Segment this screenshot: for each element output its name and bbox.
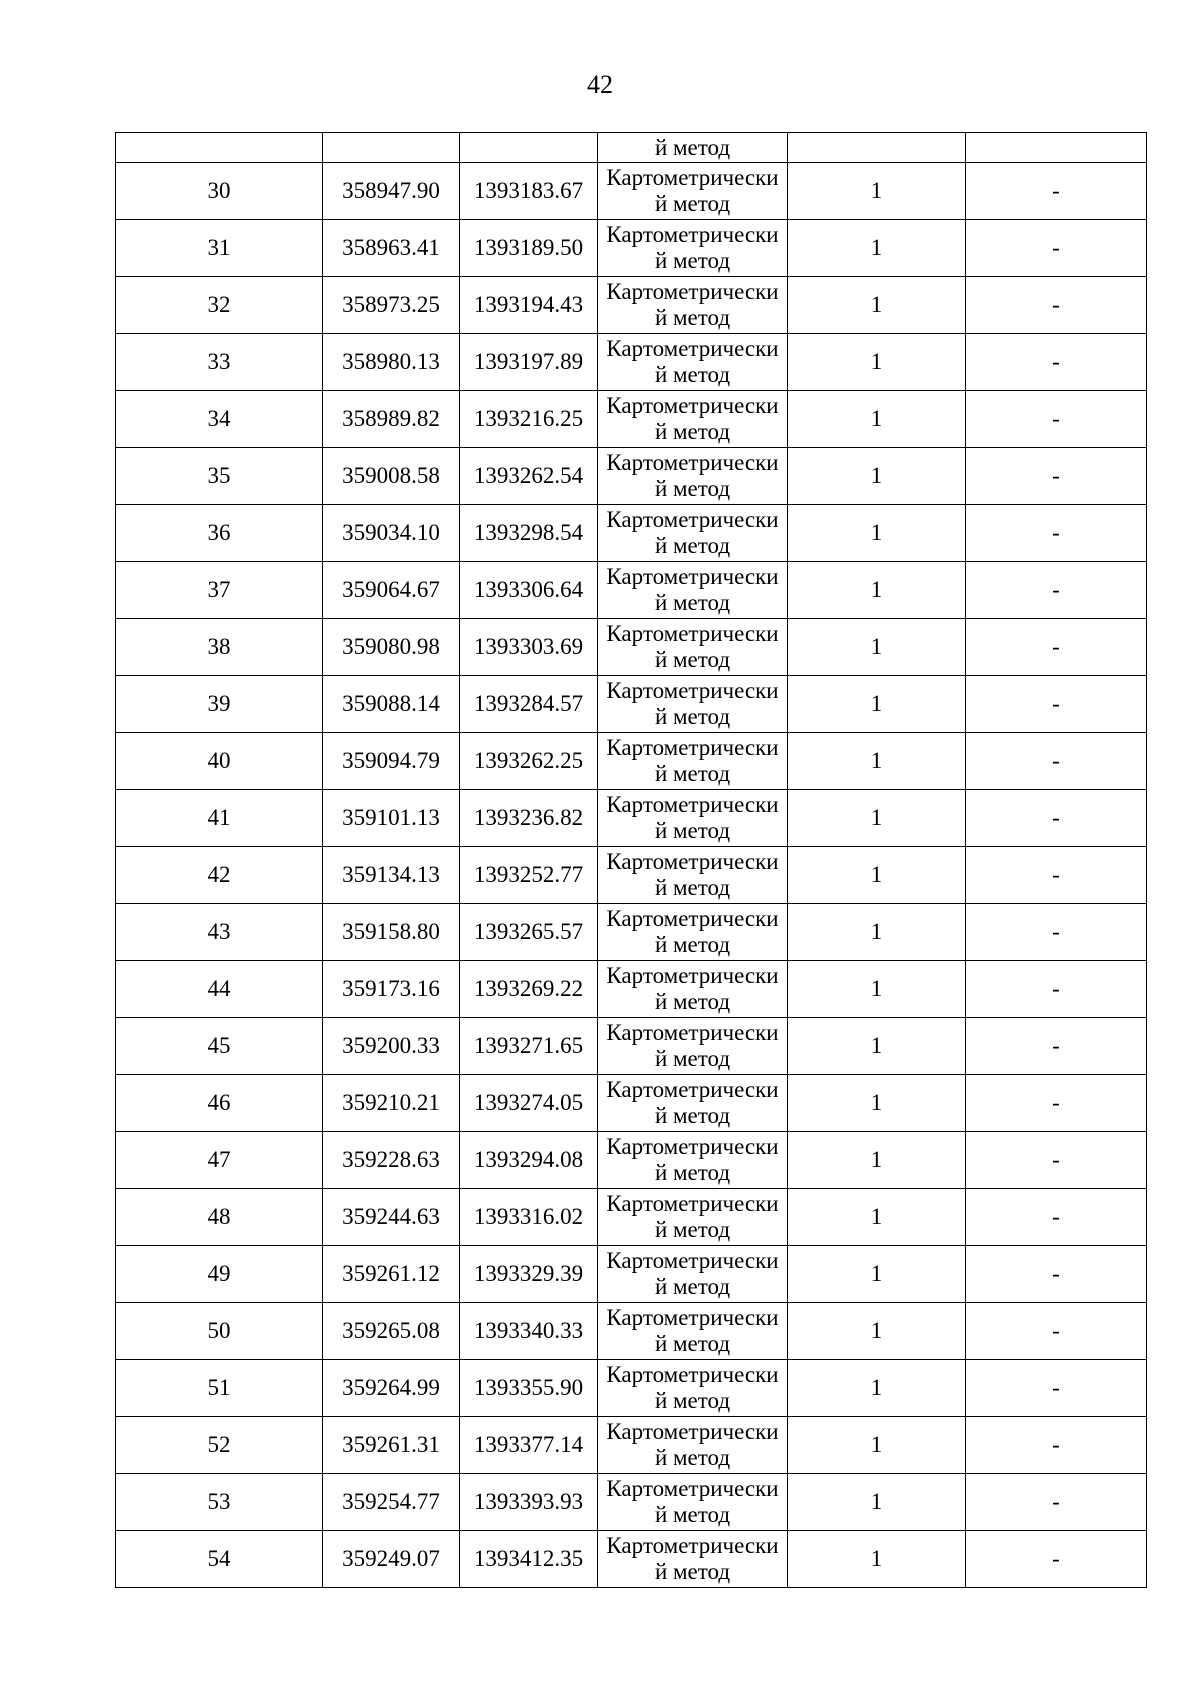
- method-line-1: Картометрически: [606, 1077, 779, 1102]
- cell-empty: [788, 133, 966, 163]
- cell-description: -: [966, 1189, 1147, 1246]
- cell-accuracy: 1: [788, 505, 966, 562]
- cell-accuracy: 1: [788, 1474, 966, 1531]
- cell-y-coordinate: 1393303.69: [460, 619, 598, 676]
- cell-x-coordinate: 359173.16: [323, 961, 460, 1018]
- cell-method: [598, 619, 788, 676]
- cell-y-coordinate: 1393265.57: [460, 904, 598, 961]
- cell-description: -: [966, 790, 1147, 847]
- method-line-1: Картометрически: [606, 450, 779, 475]
- cell-description: -: [966, 1360, 1147, 1417]
- cell-method: [598, 904, 788, 961]
- cell-point-number: 37: [116, 562, 323, 619]
- cell-y-coordinate: 1393355.90: [460, 1360, 598, 1417]
- table-row: [116, 676, 1147, 733]
- method-line-1: Картометрически: [606, 1419, 779, 1444]
- cell-x-coordinate: 359261.12: [323, 1246, 460, 1303]
- cell-description: -: [966, 619, 1147, 676]
- method-line-1: Картометрически: [606, 1191, 779, 1216]
- method-line-2: й метод: [654, 305, 731, 330]
- cell-method: [598, 1474, 788, 1531]
- method-line-2: й метод: [654, 1331, 731, 1356]
- cell-y-coordinate: 1393194.43: [460, 277, 598, 334]
- cell-method: [598, 1189, 788, 1246]
- cell-empty: [460, 133, 598, 163]
- cell-method: [598, 1417, 788, 1474]
- cell-description: -: [966, 448, 1147, 505]
- method-line-2: й метод: [654, 818, 731, 843]
- cell-accuracy: 1: [788, 1303, 966, 1360]
- cell-point-number: 40: [116, 733, 323, 790]
- method-line-2: й метод: [654, 1502, 731, 1527]
- cell-accuracy: 1: [788, 1132, 966, 1189]
- cell-y-coordinate: 1393377.14: [460, 1417, 598, 1474]
- cell-accuracy: 1: [788, 1360, 966, 1417]
- cell-point-number: 42: [116, 847, 323, 904]
- cell-accuracy: 1: [788, 1417, 966, 1474]
- cell-x-coordinate: 359228.63: [323, 1132, 460, 1189]
- table-row: [116, 733, 1147, 790]
- method-line-1: Картометрически: [606, 792, 779, 817]
- cell-point-number: 54: [116, 1531, 323, 1588]
- method-line-2: й метод: [654, 1217, 731, 1242]
- cell-x-coordinate: 358989.82: [323, 391, 460, 448]
- method-line-1: Картометрически: [606, 1476, 779, 1501]
- cell-method: [598, 733, 788, 790]
- cell-point-number: 41: [116, 790, 323, 847]
- method-line-1: Картометрически: [606, 1134, 779, 1159]
- cell-point-number: 44: [116, 961, 323, 1018]
- cell-x-coordinate: 359008.58: [323, 448, 460, 505]
- table-row: [116, 562, 1147, 619]
- method-line-1: Картометрически: [606, 393, 779, 418]
- cell-accuracy: 1: [788, 448, 966, 505]
- cell-x-coordinate: 359080.98: [323, 619, 460, 676]
- cell-y-coordinate: 1393197.89: [460, 334, 598, 391]
- method-line-1: Картометрически: [606, 564, 779, 589]
- cell-x-coordinate: 359265.08: [323, 1303, 460, 1360]
- cell-x-coordinate: 359249.07: [323, 1531, 460, 1588]
- cell-x-coordinate: 359261.31: [323, 1417, 460, 1474]
- method-line-1: Картометрически: [606, 1362, 779, 1387]
- cell-point-number: 48: [116, 1189, 323, 1246]
- cell-method: [598, 961, 788, 1018]
- cell-y-coordinate: 1393306.64: [460, 562, 598, 619]
- cell-point-number: 52: [116, 1417, 323, 1474]
- table-row: [116, 1132, 1147, 1189]
- cell-description: -: [966, 1018, 1147, 1075]
- cell-accuracy: 1: [788, 163, 966, 220]
- cell-accuracy: 1: [788, 904, 966, 961]
- cell-description: -: [966, 1075, 1147, 1132]
- cell-accuracy: 1: [788, 1531, 966, 1588]
- method-line-2: й метод: [654, 191, 731, 216]
- cell-method-continuation: й метод: [598, 133, 788, 163]
- cell-description: -: [966, 220, 1147, 277]
- cell-accuracy: 1: [788, 1189, 966, 1246]
- cell-x-coordinate: 359264.99: [323, 1360, 460, 1417]
- cell-point-number: 34: [116, 391, 323, 448]
- cell-description: -: [966, 676, 1147, 733]
- cell-y-coordinate: 1393271.65: [460, 1018, 598, 1075]
- method-line-2: й метод: [654, 1559, 731, 1584]
- cell-point-number: 36: [116, 505, 323, 562]
- cell-method: [598, 391, 788, 448]
- table-row: [116, 1189, 1147, 1246]
- cell-description: -: [966, 562, 1147, 619]
- table-row: [116, 1474, 1147, 1531]
- cell-y-coordinate: 1393262.54: [460, 448, 598, 505]
- method-line-2: й метод: [654, 1103, 731, 1128]
- coordinates-table: [115, 132, 1147, 1588]
- method-line-2: й метод: [654, 1274, 731, 1299]
- cell-accuracy: 1: [788, 790, 966, 847]
- table-row: [116, 277, 1147, 334]
- cell-y-coordinate: 1393316.02: [460, 1189, 598, 1246]
- cell-point-number: 32: [116, 277, 323, 334]
- cell-description: -: [966, 1417, 1147, 1474]
- method-line-2: й метод: [654, 761, 731, 786]
- cell-accuracy: 1: [788, 961, 966, 1018]
- method-line-1: Картометрически: [606, 906, 779, 931]
- cell-y-coordinate: 1393274.05: [460, 1075, 598, 1132]
- cell-description: -: [966, 1303, 1147, 1360]
- cell-point-number: 33: [116, 334, 323, 391]
- cell-accuracy: 1: [788, 1246, 966, 1303]
- cell-y-coordinate: 1393236.82: [460, 790, 598, 847]
- cell-description: -: [966, 505, 1147, 562]
- cell-accuracy: 1: [788, 619, 966, 676]
- cell-x-coordinate: 359244.63: [323, 1189, 460, 1246]
- method-line-2: й метод: [654, 647, 731, 672]
- cell-description: -: [966, 391, 1147, 448]
- method-line-2: й метод: [654, 1160, 731, 1185]
- cell-description: -: [966, 847, 1147, 904]
- cell-y-coordinate: 1393262.25: [460, 733, 598, 790]
- cell-method: [598, 448, 788, 505]
- cell-point-number: 47: [116, 1132, 323, 1189]
- method-line-1: Картометрически: [606, 336, 779, 361]
- cell-x-coordinate: 359200.33: [323, 1018, 460, 1075]
- cell-point-number: 31: [116, 220, 323, 277]
- cell-description: -: [966, 1132, 1147, 1189]
- cell-y-coordinate: 1393298.54: [460, 505, 598, 562]
- cell-method: [598, 220, 788, 277]
- cell-method: [598, 1303, 788, 1360]
- cell-point-number: 30: [116, 163, 323, 220]
- cell-description: -: [966, 961, 1147, 1018]
- cell-point-number: 39: [116, 676, 323, 733]
- cell-method: [598, 790, 788, 847]
- method-line-2: й метод: [654, 1046, 731, 1071]
- method-line-2: й метод: [654, 419, 731, 444]
- method-line-1: Картометрически: [606, 222, 779, 247]
- method-line-1: Картометрически: [606, 1305, 779, 1330]
- cell-method: [598, 277, 788, 334]
- cell-description: -: [966, 277, 1147, 334]
- cell-x-coordinate: 359134.13: [323, 847, 460, 904]
- cell-description: -: [966, 1474, 1147, 1531]
- cell-y-coordinate: 1393340.33: [460, 1303, 598, 1360]
- table-row: [116, 1360, 1147, 1417]
- cell-description: -: [966, 163, 1147, 220]
- method-line-2: й метод: [654, 875, 731, 900]
- cell-point-number: 46: [116, 1075, 323, 1132]
- method-line-1: Картометрически: [606, 279, 779, 304]
- cell-y-coordinate: 1393284.57: [460, 676, 598, 733]
- table-row: [116, 1303, 1147, 1360]
- cell-x-coordinate: 359088.14: [323, 676, 460, 733]
- cell-x-coordinate: 358947.90: [323, 163, 460, 220]
- coordinates-table-body: [116, 133, 1147, 1588]
- cell-empty: [116, 133, 323, 163]
- method-line-2: й метод: [654, 590, 731, 615]
- page-number: 42: [587, 70, 613, 99]
- cell-description: -: [966, 1531, 1147, 1588]
- method-line-1: Картометрически: [606, 507, 779, 532]
- method-line-1: Картометрически: [606, 621, 779, 646]
- cell-method: [598, 1531, 788, 1588]
- table-row: [116, 220, 1147, 277]
- cell-accuracy: 1: [788, 733, 966, 790]
- cell-method: [598, 1018, 788, 1075]
- method-line-2: й метод: [654, 248, 731, 273]
- cell-accuracy: 1: [788, 334, 966, 391]
- cell-accuracy: 1: [788, 676, 966, 733]
- cell-point-number: 51: [116, 1360, 323, 1417]
- cell-empty: [966, 133, 1147, 163]
- method-line-1: Картометрически: [606, 1020, 779, 1045]
- cell-accuracy: 1: [788, 1018, 966, 1075]
- cell-point-number: 53: [116, 1474, 323, 1531]
- table-row: [116, 163, 1147, 220]
- method-line-2: й метод: [654, 989, 731, 1014]
- table-row: [116, 619, 1147, 676]
- table-row: [116, 334, 1147, 391]
- cell-x-coordinate: 359158.80: [323, 904, 460, 961]
- cell-y-coordinate: 1393252.77: [460, 847, 598, 904]
- cell-description: -: [966, 1246, 1147, 1303]
- cell-method: [598, 505, 788, 562]
- cell-point-number: 50: [116, 1303, 323, 1360]
- method-line-2: й метод: [654, 476, 731, 501]
- table-row: [116, 961, 1147, 1018]
- table-row: [116, 1075, 1147, 1132]
- cell-point-number: 43: [116, 904, 323, 961]
- cell-description: -: [966, 904, 1147, 961]
- cell-method: [598, 163, 788, 220]
- cell-accuracy: 1: [788, 220, 966, 277]
- cell-x-coordinate: 358973.25: [323, 277, 460, 334]
- method-line-2: й метод: [654, 533, 731, 558]
- method-line-1: Картометрически: [606, 963, 779, 988]
- method-line-1: Картометрически: [606, 849, 779, 874]
- method-line-1: Картометрически: [606, 1533, 779, 1558]
- cell-x-coordinate: 359101.13: [323, 790, 460, 847]
- method-line-2: й метод: [654, 1388, 731, 1413]
- cell-method: [598, 1132, 788, 1189]
- cell-y-coordinate: 1393294.08: [460, 1132, 598, 1189]
- table-row: [116, 391, 1147, 448]
- method-line-2: й метод: [654, 1445, 731, 1470]
- cell-method: [598, 334, 788, 391]
- cell-method: [598, 676, 788, 733]
- cell-y-coordinate: 1393216.25: [460, 391, 598, 448]
- cell-point-number: 45: [116, 1018, 323, 1075]
- cell-x-coordinate: 359254.77: [323, 1474, 460, 1531]
- cell-x-coordinate: 359210.21: [323, 1075, 460, 1132]
- cell-y-coordinate: 1393393.93: [460, 1474, 598, 1531]
- cell-y-coordinate: 1393189.50: [460, 220, 598, 277]
- cell-accuracy: 1: [788, 391, 966, 448]
- cell-method: [598, 1360, 788, 1417]
- cell-x-coordinate: 358963.41: [323, 220, 460, 277]
- cell-point-number: 38: [116, 619, 323, 676]
- cell-y-coordinate: 1393412.35: [460, 1531, 598, 1588]
- table-row: [116, 448, 1147, 505]
- table-row: [116, 1018, 1147, 1075]
- cell-accuracy: 1: [788, 1075, 966, 1132]
- cell-description: -: [966, 733, 1147, 790]
- table-row: [116, 505, 1147, 562]
- cell-x-coordinate: 358980.13: [323, 334, 460, 391]
- cell-x-coordinate: 359064.67: [323, 562, 460, 619]
- method-line-1: Картометрически: [606, 678, 779, 703]
- method-line-2: й метод: [654, 362, 731, 387]
- cell-method: [598, 1075, 788, 1132]
- continuation-row: [116, 133, 1147, 163]
- method-line-2: й метод: [654, 704, 731, 729]
- cell-point-number: 49: [116, 1246, 323, 1303]
- method-line-1: Картометрически: [606, 735, 779, 760]
- cell-method: [598, 847, 788, 904]
- cell-accuracy: 1: [788, 562, 966, 619]
- method-line-1: Картометрически: [606, 1248, 779, 1273]
- table-row: [116, 1246, 1147, 1303]
- cell-x-coordinate: 359034.10: [323, 505, 460, 562]
- cell-point-number: 35: [116, 448, 323, 505]
- cell-empty: [323, 133, 460, 163]
- cell-y-coordinate: 1393269.22: [460, 961, 598, 1018]
- cell-description: -: [966, 334, 1147, 391]
- method-line-1: Картометрически: [606, 165, 779, 190]
- cell-accuracy: 1: [788, 277, 966, 334]
- table-row: [116, 904, 1147, 961]
- cell-y-coordinate: 1393329.39: [460, 1246, 598, 1303]
- table-row: [116, 1531, 1147, 1588]
- method-line-2: й метод: [654, 932, 731, 957]
- cell-method: [598, 562, 788, 619]
- table-row: [116, 790, 1147, 847]
- cell-accuracy: 1: [788, 847, 966, 904]
- cell-x-coordinate: 359094.79: [323, 733, 460, 790]
- table-row: [116, 1417, 1147, 1474]
- cell-method: [598, 1246, 788, 1303]
- table-row: [116, 847, 1147, 904]
- cell-y-coordinate: 1393183.67: [460, 163, 598, 220]
